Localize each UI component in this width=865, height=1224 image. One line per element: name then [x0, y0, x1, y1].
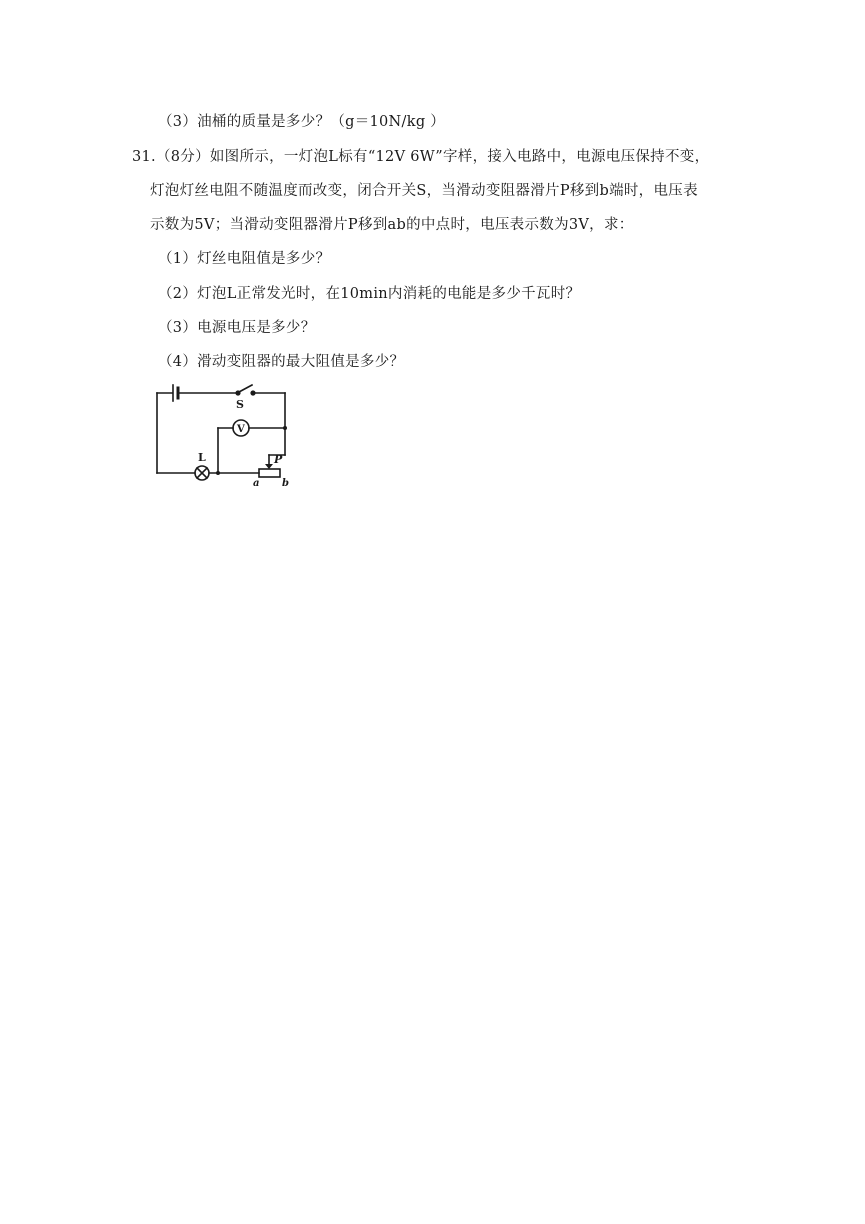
switch-icon — [236, 385, 255, 395]
question-31-line-3: 示数为5V；当滑动变阻器滑片P移到ab的中点时，电压表示数为3V，求： — [150, 217, 634, 233]
question-31-sub-3: （3）电源电压是多少？ — [158, 320, 316, 336]
switch-label: S — [236, 398, 244, 411]
lamp-icon — [195, 466, 209, 480]
junction-dot — [216, 471, 220, 475]
question-31-line-2: 灯泡灯丝电阻不随温度而改变，闭合开关S，当滑动变阻器滑片P移到b端时，电压表 — [150, 183, 698, 199]
end-b-label: b — [282, 478, 289, 489]
end-a-label: a — [253, 478, 260, 489]
voltmeter-label: V — [237, 424, 245, 435]
battery-icon — [173, 385, 178, 401]
circuit-diagram — [150, 376, 300, 492]
question-31-sub-4: （4）滑动变阻器的最大阻值是多少？ — [158, 354, 405, 370]
question-31-sub-1: （1）灯丝电阻值是多少？ — [158, 251, 331, 267]
lamp-label: L — [198, 451, 206, 464]
prev-question-part-3: （3）油桶的质量是多少？（g＝10N/kg ） — [158, 114, 446, 130]
question-31-line-1: 31.（8分）如图所示，一灯泡L标有“12V 6W”字样，接入电路中，电源电压保持不变， — [132, 149, 710, 165]
rheostat-icon — [259, 469, 280, 477]
slider-label: P — [274, 453, 283, 466]
junction-dot — [283, 426, 287, 430]
question-31-sub-2: （2）灯泡L正常发光时，在10min内消耗的电能是多少千瓦时？ — [158, 286, 581, 302]
